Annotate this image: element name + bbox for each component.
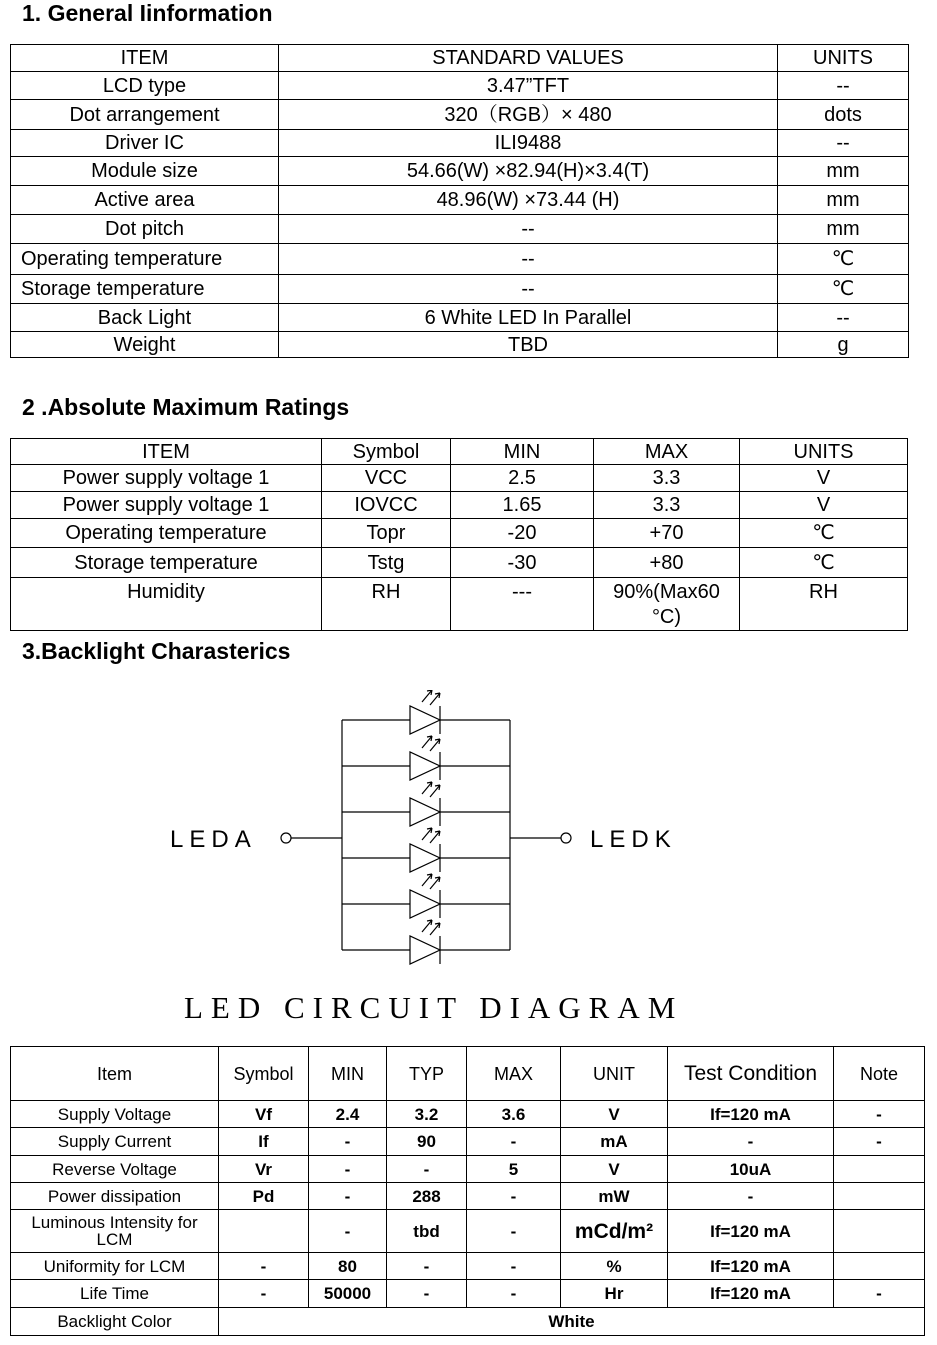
table-row <box>11 186 909 215</box>
table-cell: - <box>309 1128 387 1156</box>
emission-arrow-icon <box>422 874 432 886</box>
table-cell: If <box>219 1128 309 1156</box>
table-cell: 3.3 <box>594 465 740 492</box>
table-cell: V <box>740 465 908 492</box>
table-cell: - <box>834 1128 925 1156</box>
leda-label: LEDA <box>170 826 257 853</box>
table-cell: - <box>387 1253 467 1280</box>
table-cell: - <box>467 1128 561 1156</box>
table-header-row <box>11 1047 925 1101</box>
table-cell: -- <box>279 244 778 275</box>
table-cell: Power supply voltage 1 <box>11 492 322 519</box>
emission-arrow-icon <box>422 828 432 840</box>
section1-title: 1. General Iinformation <box>22 0 273 26</box>
led-icon <box>410 798 440 826</box>
table-cell <box>219 1210 309 1253</box>
table-cell: - <box>219 1253 309 1280</box>
table-cell: -- <box>778 304 909 332</box>
table-cell: - <box>387 1280 467 1308</box>
table-cell: -- <box>778 72 909 100</box>
table-cell: LCD type <box>11 72 279 100</box>
table-cell: 80 <box>309 1253 387 1280</box>
led-icon <box>410 844 440 872</box>
table-cell: If=120 mA <box>668 1210 834 1253</box>
table-row <box>11 157 909 186</box>
table-cell: Supply Current <box>11 1128 219 1156</box>
table-cell: If=120 mA <box>668 1101 834 1128</box>
table-cell: - <box>309 1210 387 1253</box>
table-row <box>11 72 909 100</box>
table-cell: mm <box>778 186 909 215</box>
table-row <box>11 1210 925 1253</box>
table-cell: Dot arrangement <box>11 100 279 130</box>
table-cell: - <box>467 1280 561 1308</box>
table-cell: Storage temperature <box>11 275 279 304</box>
emission-arrow-icon <box>422 920 432 932</box>
table-cell: - <box>387 1156 467 1183</box>
table-cell: 3.47”TFT <box>279 72 778 100</box>
table-cell: Topr <box>322 519 451 548</box>
table-cell: - <box>668 1183 834 1210</box>
ledk-terminal-icon <box>561 833 571 843</box>
table-cell: Storage temperature <box>11 548 322 578</box>
table-cell: Life Time <box>11 1280 219 1308</box>
header-cell: Symbol <box>322 439 451 465</box>
table-cell: mA <box>561 1128 668 1156</box>
header-cell: MIN <box>451 439 594 465</box>
table-cell: Dot pitch <box>11 215 279 244</box>
table-cell: -- <box>279 275 778 304</box>
table-cell: ILI9488 <box>279 130 778 157</box>
table-cell: ℃ <box>740 548 908 578</box>
table-row <box>11 1156 925 1183</box>
table-cell: 3.3 <box>594 492 740 519</box>
header-cell: ITEM <box>11 45 279 72</box>
led-circuit-diagram <box>160 690 700 980</box>
section3-title: 3.Backlight Charasterics <box>22 638 291 664</box>
table-row <box>11 1101 925 1128</box>
table-cell: 90%(Max60 °C) <box>594 578 740 631</box>
table-cell: ℃ <box>740 519 908 548</box>
table-cell <box>834 1156 925 1183</box>
table-cell: Tstg <box>322 548 451 578</box>
table-row <box>11 519 908 548</box>
table-cell: Reverse Voltage <box>11 1156 219 1183</box>
table-cell: - <box>668 1128 834 1156</box>
table-cell: Vf <box>219 1101 309 1128</box>
table-row <box>11 1280 925 1308</box>
table-header-row <box>11 45 909 72</box>
section2-title: 2 .Absolute Maximum Ratings <box>22 394 350 420</box>
backlight-table <box>10 1046 925 1336</box>
table-cell: VCC <box>322 465 451 492</box>
table-cell: 50000 <box>309 1280 387 1308</box>
header-cell: UNITS <box>740 439 908 465</box>
header-cell: UNITS <box>778 45 909 72</box>
led-icon <box>410 936 440 964</box>
table-cell: % <box>561 1253 668 1280</box>
table-cell: mW <box>561 1183 668 1210</box>
table-cell: Weight <box>11 332 279 358</box>
table-cell: Uniformity for LCM <box>11 1253 219 1280</box>
table-cell: g <box>778 332 909 358</box>
table-cell: mm <box>778 215 909 244</box>
table-row <box>11 130 909 157</box>
table-cell: 288 <box>387 1183 467 1210</box>
table-row <box>11 578 908 631</box>
table-cell: V <box>561 1156 668 1183</box>
table-header-row <box>11 439 908 465</box>
table-cell: Power dissipation <box>11 1183 219 1210</box>
table-row <box>11 1183 925 1210</box>
table-row <box>11 1308 925 1336</box>
table-cell: Luminous Intensity for LCM <box>11 1210 219 1253</box>
table-row <box>11 304 909 332</box>
header-cell: TYP <box>387 1047 467 1101</box>
emission-arrow-icon <box>422 782 432 794</box>
table-cell: 5 <box>467 1156 561 1183</box>
table-cell: 320（RGB）× 480 <box>279 100 778 130</box>
table-row <box>11 1128 925 1156</box>
table-row <box>11 465 908 492</box>
table-cell: Hr <box>561 1280 668 1308</box>
table-cell: mm <box>778 157 909 186</box>
table-row <box>11 332 909 358</box>
absolute-ratings-table <box>10 438 908 631</box>
table-cell: - <box>834 1101 925 1128</box>
table-cell <box>834 1210 925 1253</box>
ledk-label: LEDK <box>590 826 677 853</box>
table-cell: -- <box>279 215 778 244</box>
header-cell: MAX <box>467 1047 561 1101</box>
table-cell: 10uA <box>668 1156 834 1183</box>
table-cell <box>834 1253 925 1280</box>
table-cell: Operating temperature <box>11 244 279 275</box>
table-cell: -- <box>778 130 909 157</box>
table-row <box>11 100 909 130</box>
header-cell: Note <box>834 1047 925 1101</box>
led-icon <box>410 752 440 780</box>
table-cell: Pd <box>219 1183 309 1210</box>
table-cell: - <box>309 1156 387 1183</box>
table-cell: -20 <box>451 519 594 548</box>
header-cell: UNIT <box>561 1047 668 1101</box>
table-cell: 6 White LED In Parallel <box>279 304 778 332</box>
table-cell: RH <box>322 578 451 631</box>
table-cell: TBD <box>279 332 778 358</box>
table-cell: IOVCC <box>322 492 451 519</box>
table-cell: If=120 mA <box>668 1253 834 1280</box>
table-cell: - <box>834 1280 925 1308</box>
table-cell: Back Light <box>11 304 279 332</box>
table-cell: 48.96(W) ×73.44 (H) <box>279 186 778 215</box>
table-cell: ℃ <box>778 275 909 304</box>
table-cell: +70 <box>594 519 740 548</box>
general-info-table <box>10 44 909 358</box>
table-cell: V <box>740 492 908 519</box>
table-cell: 3.6 <box>467 1101 561 1128</box>
header-cell: ITEM <box>11 439 322 465</box>
table-row <box>11 244 909 275</box>
header-cell: MAX <box>594 439 740 465</box>
table-cell: - <box>467 1183 561 1210</box>
table-cell: --- <box>451 578 594 631</box>
table-cell: tbd <box>387 1210 467 1253</box>
table-row <box>11 275 909 304</box>
header-cell: Symbol <box>219 1047 309 1101</box>
emission-arrow-icon <box>422 736 432 748</box>
table-cell: 2.5 <box>451 465 594 492</box>
table-cell: - <box>219 1280 309 1308</box>
table-cell: If=120 mA <box>668 1280 834 1308</box>
table-cell: - <box>309 1183 387 1210</box>
table-cell: Active area <box>11 186 279 215</box>
table-cell: - <box>467 1210 561 1253</box>
emission-arrow-icon <box>422 690 432 702</box>
header-cell: STANDARD VALUES <box>279 45 778 72</box>
table-cell: RH <box>740 578 908 631</box>
table-cell <box>834 1183 925 1210</box>
table-cell: Humidity <box>11 578 322 631</box>
table-cell: +80 <box>594 548 740 578</box>
led-icon <box>410 706 440 734</box>
table-cell: White <box>219 1308 925 1336</box>
table-cell: Power supply voltage 1 <box>11 465 322 492</box>
table-row <box>11 492 908 519</box>
table-cell: ℃ <box>778 244 909 275</box>
led-icon <box>410 890 440 918</box>
table-cell: mCd/m² <box>561 1210 668 1253</box>
header-cell: Item <box>11 1047 219 1101</box>
circuit-caption: LED CIRCUIT DIAGRAM <box>184 990 684 1025</box>
header-cell: MIN <box>309 1047 387 1101</box>
table-cell: Backlight Color <box>11 1308 219 1336</box>
table-cell: Module size <box>11 157 279 186</box>
table-cell: Vr <box>219 1156 309 1183</box>
table-cell: 90 <box>387 1128 467 1156</box>
header-cell: Test Condition <box>668 1047 834 1101</box>
table-row <box>11 215 909 244</box>
table-cell: 3.2 <box>387 1101 467 1128</box>
table-cell: Driver IC <box>11 130 279 157</box>
table-cell: - <box>467 1253 561 1280</box>
leda-terminal-icon <box>281 833 291 843</box>
table-cell: V <box>561 1101 668 1128</box>
table-cell: dots <box>778 100 909 130</box>
table-cell: 54.66(W) ×82.94(H)×3.4(T) <box>279 157 778 186</box>
table-cell: Supply Voltage <box>11 1101 219 1128</box>
table-row <box>11 548 908 578</box>
table-cell: Operating temperature <box>11 519 322 548</box>
table-cell: 2.4 <box>309 1101 387 1128</box>
table-cell: 1.65 <box>451 492 594 519</box>
table-cell: -30 <box>451 548 594 578</box>
table-row <box>11 1253 925 1280</box>
